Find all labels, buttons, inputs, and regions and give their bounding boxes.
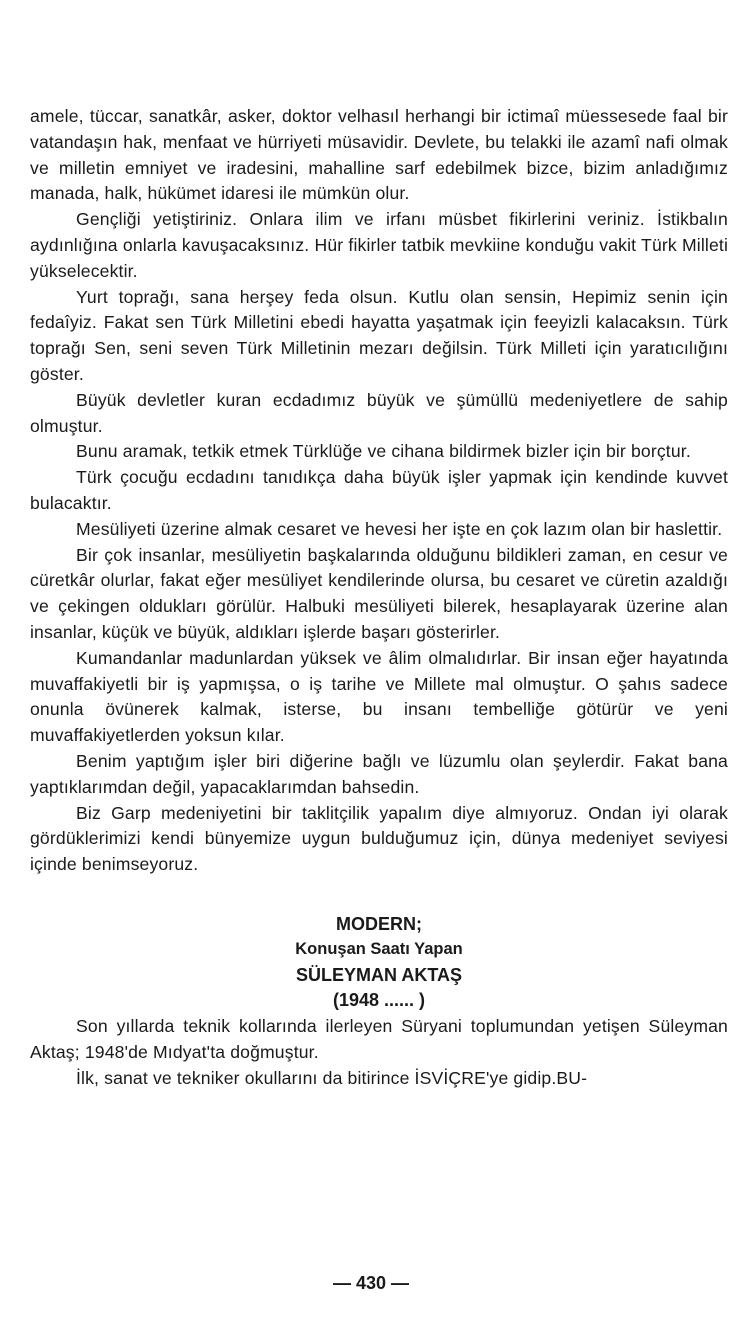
paragraph-2: Gençliği yetiştiriniz. Onlara ilim ve irfanı müsbet fikirlerini veriniz. İstikbalın aydınlığına onlarla kavuşacaksınız. Hür fikirler tatbik mevkiine konduğu vakit Türk Milleti yükselecektir. bbox=[30, 209, 728, 281]
paragraph-9: Kumandanlar madunlardan yüksek ve âlim olmalıdırlar. Bir insan eğer hayatında muvaffakiyetli bir iş yapmışsa, o iş tarihe ve Millete mal olmuştur. O şahıs sadece onunla övünerek kalmak, isterse, bu insanı tembelliğe götürür ve yeni muvaffakiyetlerden yoksun kılar. bbox=[30, 647, 728, 746]
bio-paragraph-2: İlk, sanat ve tekniker okullarını da bitirince İSVİÇRE'ye gidip.BU- bbox=[76, 1067, 588, 1088]
paragraph-5: Bunu aramak, tetkik etmek Türklüğe ve cihana bildirmek bizler için bir borçtur. bbox=[76, 441, 691, 462]
paragraph-10: Benim yaptığım işler biri diğerine bağlı ve lüzumlu olan şeylerdir. Fakat bana yaptıklarımdan değil, yapacaklarımdan bahsedin. bbox=[30, 750, 728, 797]
paragraph-8: Bir çok insanlar, mesüliyetin başkalarında olduğunu bildikleri zaman, en cesur ve cüretkâr olurlar, fakat eğer mesüliyet kendilerinde olursa, bu cesaret ve cüretin azaldığı ve çekingen oldukları görülür. Halbuki mesüliyeti bilerek, hesaplayarak üzerine alan insanlar, küçük ve büyük, aldıkları işlerde başarı gösterirler. bbox=[30, 544, 728, 642]
heading-line-name: SÜLEYMAN AKTAŞ bbox=[296, 964, 462, 985]
heading-line-modern: MODERN; bbox=[336, 913, 422, 934]
document-page bbox=[30, 104, 728, 1091]
body-text bbox=[30, 104, 728, 878]
paragraph-11: Biz Garp medeniyetini bir taklitçilik yapalım diye almıyoruz. Ondan iyi olarak gördüklerimizi kendi bünyemize uygun bulduğumuz için, dünya medeniyet seviyesi içinde benimseyoruz. bbox=[30, 802, 728, 875]
bio-paragraph-1: Son yıllarda teknik kollarında ilerleyen Süryani toplumundan yetişen Süleyman Aktaş; 1948'de Mıdyat'ta doğmuştur. bbox=[30, 1015, 728, 1062]
page-number: — 430 — bbox=[332, 1273, 410, 1293]
paragraph-1: amele, tüccar, sanatkâr, asker, doktor velhasıl herhangi bir ictimaî müessesede faal bir vatandaşın hak, menfaat ve hürriyeti müsavidir. Devlete, bu telakki ile azamî nafi olmak ve milletin emniyet ve iradesini, mahalline sarf edebilmek bizce, bizim anladığımız manada, halk, hükümet idaresi ile mümkün olur. bbox=[30, 106, 728, 204]
biography-text bbox=[30, 1014, 728, 1091]
section-heading bbox=[30, 912, 728, 1014]
paragraph-3: Yurt toprağı, sana herşey feda olsun. Kutlu olan sensin, Hepimiz senin için fedaîyiz. Fakat sen Türk Milletini ebedi hayatta yaşatmak için feeyizli kalacaksın. Türk toprağı Sen, seni seven Türk Milletinin mezarı değilsin. Türk Milleti için yaratıcılığını göster. bbox=[30, 286, 728, 384]
paragraph-4: Büyük devletler kuran ecdadımız büyük ve şümüllü medeniyetlere de sahip olmuştur. bbox=[30, 389, 728, 436]
heading-line-year: (1948 ...... ) bbox=[332, 990, 426, 1011]
paragraph-6: Türk çocuğu ecdadını tanıdıkça daha büyük işler yapmak için kendinde kuvvet bulacaktır. bbox=[30, 467, 728, 513]
paragraph-7: Mesüliyeti üzerine almak cesaret ve hevesi her işte en çok lazım olan bir haslettir. bbox=[76, 518, 723, 539]
heading-line-subtitle: Konuşan Saatı Yapan bbox=[295, 940, 463, 959]
